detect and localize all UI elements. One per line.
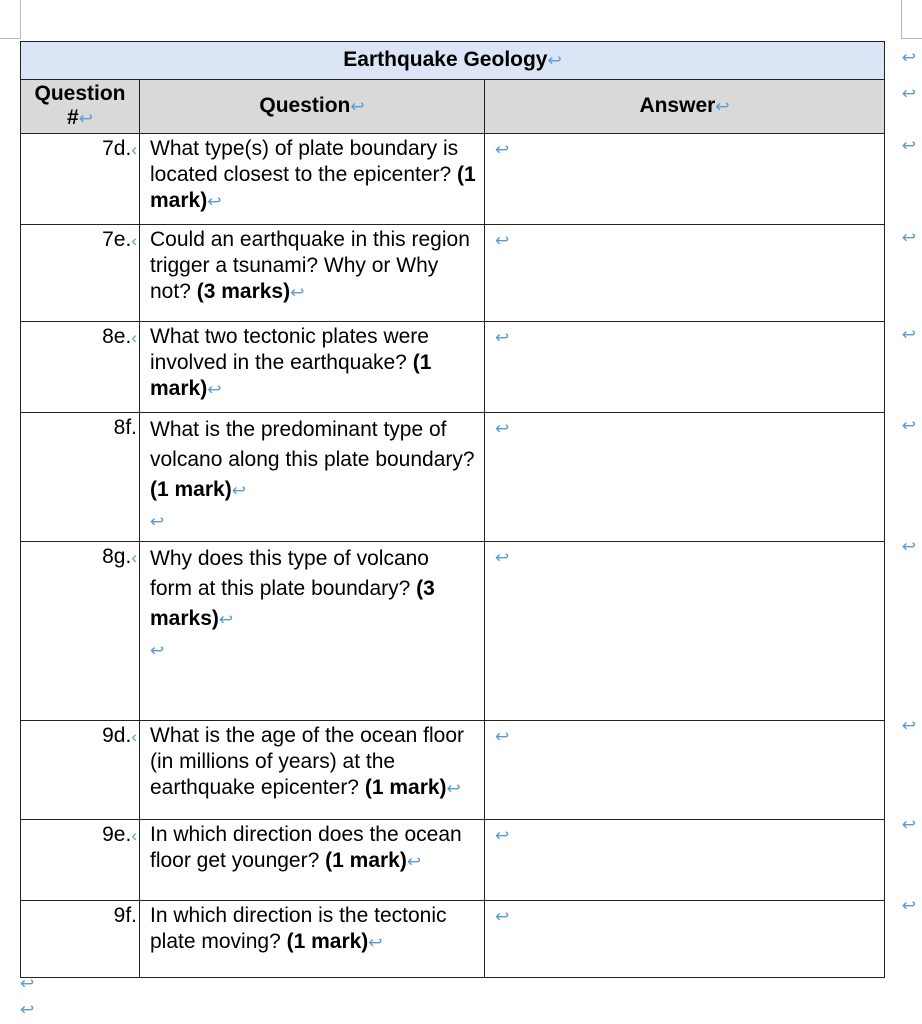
answer-cell[interactable]	[485, 901, 885, 978]
page-corner-mark-right	[901, 0, 922, 39]
paragraph-mark-icon: ↩	[495, 826, 510, 845]
paragraph-mark-icon: ↩	[446, 779, 461, 798]
paragraph-mark-icon: ↩	[547, 51, 562, 70]
table-row	[21, 134, 885, 225]
question-marks: (3 marks)	[196, 280, 291, 303]
paragraph-mark-icon: ↩	[207, 192, 222, 211]
question-number[interactable]	[21, 134, 140, 225]
table-row	[21, 721, 885, 820]
table-header-row	[21, 80, 885, 134]
question-text-label: In which direction does the ocean floor get younger?	[150, 823, 462, 872]
question-text[interactable]	[140, 413, 485, 542]
row-end-mark-icon: ↩	[901, 716, 916, 735]
page-corner-mark-left	[0, 0, 21, 39]
paragraph-mark-icon: ↩	[495, 548, 510, 567]
paragraph-mark-icon: ↩	[78, 109, 93, 128]
question-text-label: What type(s) of plate boundary is located closest to the epicenter?	[150, 137, 459, 186]
header-question[interactable]	[140, 80, 485, 134]
paragraph-mark-icon: ↩	[368, 933, 383, 952]
paragraph-mark-icon: ↩	[495, 419, 510, 438]
question-marks: (1 mark)	[364, 776, 447, 799]
header-question-number-label: Question #	[34, 82, 126, 129]
header-question-number[interactable]	[21, 80, 140, 134]
table-row	[21, 322, 885, 413]
question-marks: (1 mark)	[150, 163, 476, 212]
question-text-label: Could an earthquake in this region trigger a tsunami? Why or Why not?	[150, 228, 470, 303]
header-answer[interactable]	[485, 80, 885, 134]
row-end-mark-icon: ↩	[901, 325, 916, 344]
question-number-label: 7d.	[102, 137, 132, 160]
question-number[interactable]	[21, 225, 140, 322]
question-text-label: What is the predominant type of volcano along this plate boundary?	[150, 418, 475, 471]
question-text[interactable]	[140, 225, 485, 322]
header-answer-label: Answer	[639, 94, 716, 117]
question-text[interactable]	[140, 721, 485, 820]
paragraph-mark-icon: ↩	[495, 140, 510, 159]
cell-mark-icon: ‹	[131, 548, 137, 567]
question-text[interactable]	[140, 322, 485, 413]
row-end-mark-icon: ↩	[901, 48, 916, 67]
paragraph-mark-icon: ↩	[406, 852, 422, 871]
question-text-label: What is the age of the ocean floor (in millions of years) at the earthquake epicenter?	[150, 724, 465, 799]
question-text[interactable]	[140, 820, 485, 901]
question-text[interactable]	[140, 901, 485, 978]
row-end-mark-icon: ↩	[901, 896, 916, 915]
question-number[interactable]	[21, 542, 140, 721]
cell-mark-icon: ‹	[131, 727, 137, 746]
table-title-row	[21, 42, 885, 80]
answer-cell[interactable]	[485, 413, 885, 542]
question-number[interactable]	[21, 413, 140, 542]
paragraph-mark-icon: ↩	[231, 481, 246, 500]
table-row	[21, 413, 885, 542]
paragraph-mark-icon: ↩	[495, 231, 510, 250]
paragraph-mark-icon: ↩	[495, 727, 510, 746]
paragraph-mark-icon: ↩	[20, 974, 35, 993]
answer-cell[interactable]	[485, 721, 885, 820]
question-number-label: 9d.	[102, 724, 132, 747]
row-end-mark-icon: ↩	[901, 136, 916, 155]
question-text-label: Why does this type of volcano form at this plate boundary?	[150, 547, 429, 600]
answer-cell[interactable]	[485, 820, 885, 901]
question-text-label: What two tectonic plates were involved in the earthquake?	[150, 325, 429, 374]
table-row	[21, 542, 885, 721]
table-title-cell[interactable]	[21, 42, 885, 80]
paragraph-mark-icon: ↩	[207, 380, 222, 399]
answer-cell[interactable]	[485, 542, 885, 721]
row-end-mark-icon: ↩	[901, 815, 916, 834]
question-number[interactable]	[21, 721, 140, 820]
question-number[interactable]	[21, 901, 140, 978]
question-text[interactable]	[140, 134, 485, 225]
row-end-mark-icon: ↩	[901, 84, 916, 103]
table-row	[21, 225, 885, 322]
question-marks: (1 mark)	[325, 849, 407, 872]
paragraph-mark-icon: ↩	[218, 610, 234, 629]
paragraph-mark-icon: ↩	[715, 97, 730, 116]
row-end-mark-icon: ↩	[901, 416, 916, 435]
question-marks: (3 marks)	[150, 577, 435, 630]
question-marks: (1 mark)	[150, 478, 232, 501]
question-number[interactable]	[21, 322, 140, 413]
table-title: Earthquake Geology	[343, 48, 548, 71]
cell-mark-icon: ‹	[131, 328, 137, 347]
answer-cell[interactable]	[485, 134, 885, 225]
answer-cell[interactable]	[485, 225, 885, 322]
paragraph-mark-icon: ↩	[495, 907, 510, 926]
paragraph-mark-icon: ↩	[20, 1000, 35, 1019]
table-row	[21, 820, 885, 901]
paragraph-mark-icon: ↩	[350, 97, 365, 116]
answer-cell[interactable]	[485, 322, 885, 413]
question-text[interactable]	[140, 542, 485, 721]
paragraph-mark-icon: ↩	[150, 641, 165, 660]
paragraph-mark-icon: ↩	[150, 512, 165, 531]
question-number-label: 9f.	[113, 904, 137, 927]
table-row	[21, 901, 885, 978]
question-number-label: 9e.	[102, 823, 132, 846]
earthquake-geology-table	[20, 41, 885, 978]
row-end-mark-icon: ↩	[901, 537, 916, 556]
cell-mark-icon: ‹	[131, 826, 137, 845]
cell-mark-icon: ‹	[131, 140, 137, 159]
question-text-label: In which direction is the tectonic plate moving?	[150, 904, 447, 953]
question-marks: (1 mark)	[150, 351, 432, 400]
question-number-label: 7e.	[102, 228, 132, 251]
row-end-mark-icon: ↩	[901, 228, 916, 247]
question-number[interactable]	[21, 820, 140, 901]
question-number-label: 8f.	[113, 416, 137, 439]
cell-mark-icon: ‹	[131, 231, 137, 250]
paragraph-mark-icon: ↩	[290, 283, 305, 302]
question-marks: (1 mark)	[286, 930, 369, 953]
question-number-label: 8g.	[102, 545, 132, 568]
question-number-label: 8e.	[102, 325, 132, 348]
paragraph-mark-icon: ↩	[495, 328, 510, 347]
header-question-label: Question	[259, 94, 351, 117]
